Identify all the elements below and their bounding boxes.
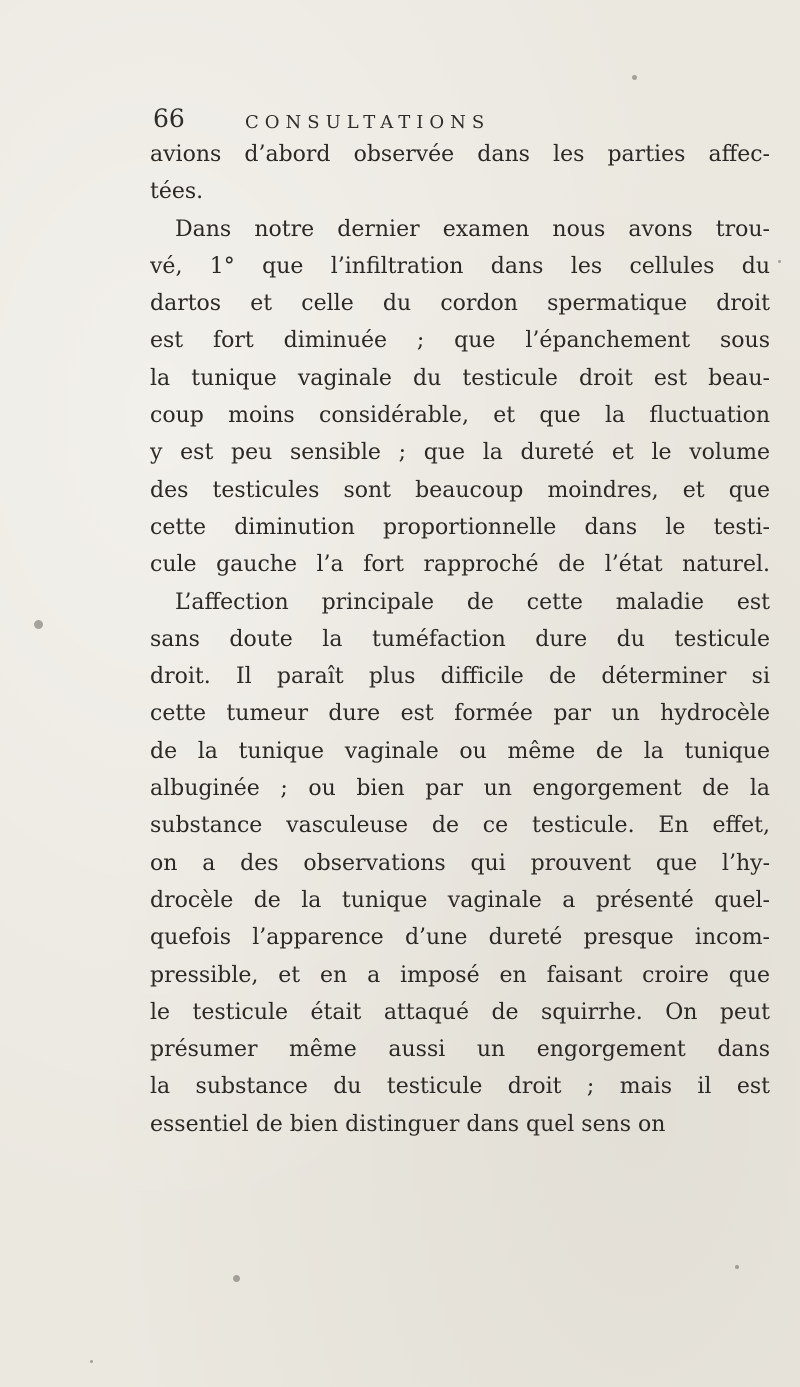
text-line: cette diminution proportionnelle dans le testi- — [150, 514, 770, 540]
page-number: 66 — [153, 104, 185, 133]
text-line: quefois l’apparence d’une dureté presque incom- — [150, 925, 770, 951]
text-line: on a des observations qui prouvent que l’hy- — [150, 850, 770, 876]
text-line: cette tumeur dure est formée par un hydrocèle — [150, 701, 770, 727]
text-line: albuginée ; ou bien par un engorgement de la — [150, 776, 770, 802]
text-line: la substance du testicule droit ; mais il est — [150, 1074, 770, 1100]
text-line: droit. Il paraît plus difficile de déterminer si — [150, 664, 770, 690]
ink-speck — [735, 1265, 739, 1269]
text-line: avions d’abord observée dans les parties affec- — [150, 142, 770, 167]
text-line: Dans notre dernier examen nous avons trou- — [175, 216, 770, 242]
text-line: présumer même aussi un engorgement dans — [150, 1037, 770, 1063]
text-line: est fort diminuée ; que l’épanchement sous — [150, 328, 770, 354]
ink-speck — [90, 1360, 93, 1363]
text-line: la tunique vaginale du testicule droit est beau- — [150, 365, 770, 391]
text-line: le testicule était attaqué de squirrhe. On peut — [150, 999, 770, 1025]
text-line: vé, 1° que l’infiltration dans les cellules du — [150, 253, 770, 279]
text-line: drocèle de la tunique vaginale a présenté quel- — [150, 887, 770, 913]
text-line: tées. — [150, 179, 204, 205]
ink-speck — [233, 1275, 240, 1282]
text-line: substance vasculeuse de ce testicule. En effet, — [150, 813, 770, 839]
text-line: y est peu sensible ; que la dureté et le volume — [150, 440, 770, 466]
ink-speck — [34, 620, 43, 629]
text-line: sans doute la tuméfaction dure du testicule — [150, 626, 770, 652]
text-line: coup moins considérable, et que la fluctuation — [150, 403, 770, 429]
body-text — [150, 136, 770, 1143]
running-head: CONSULTATIONS — [245, 112, 491, 133]
text-line: pressible, et en a imposé en faisant croire que — [150, 962, 770, 988]
text-line: des testicules sont beaucoup moindres, et que — [150, 477, 770, 503]
text-line: dartos et celle du cordon spermatique droit — [150, 291, 770, 317]
text-line: essentiel de bien distinguer dans quel sens on — [150, 1111, 666, 1137]
text-line: de la tunique vaginale ou même de la tunique — [150, 738, 770, 764]
text-line: cule gauche l’a fort rapproché de l’état naturel. — [150, 552, 770, 578]
ink-speck — [632, 75, 637, 80]
text-line: L’affection principale de cette maladie est — [175, 589, 770, 615]
ink-speck — [778, 260, 781, 263]
